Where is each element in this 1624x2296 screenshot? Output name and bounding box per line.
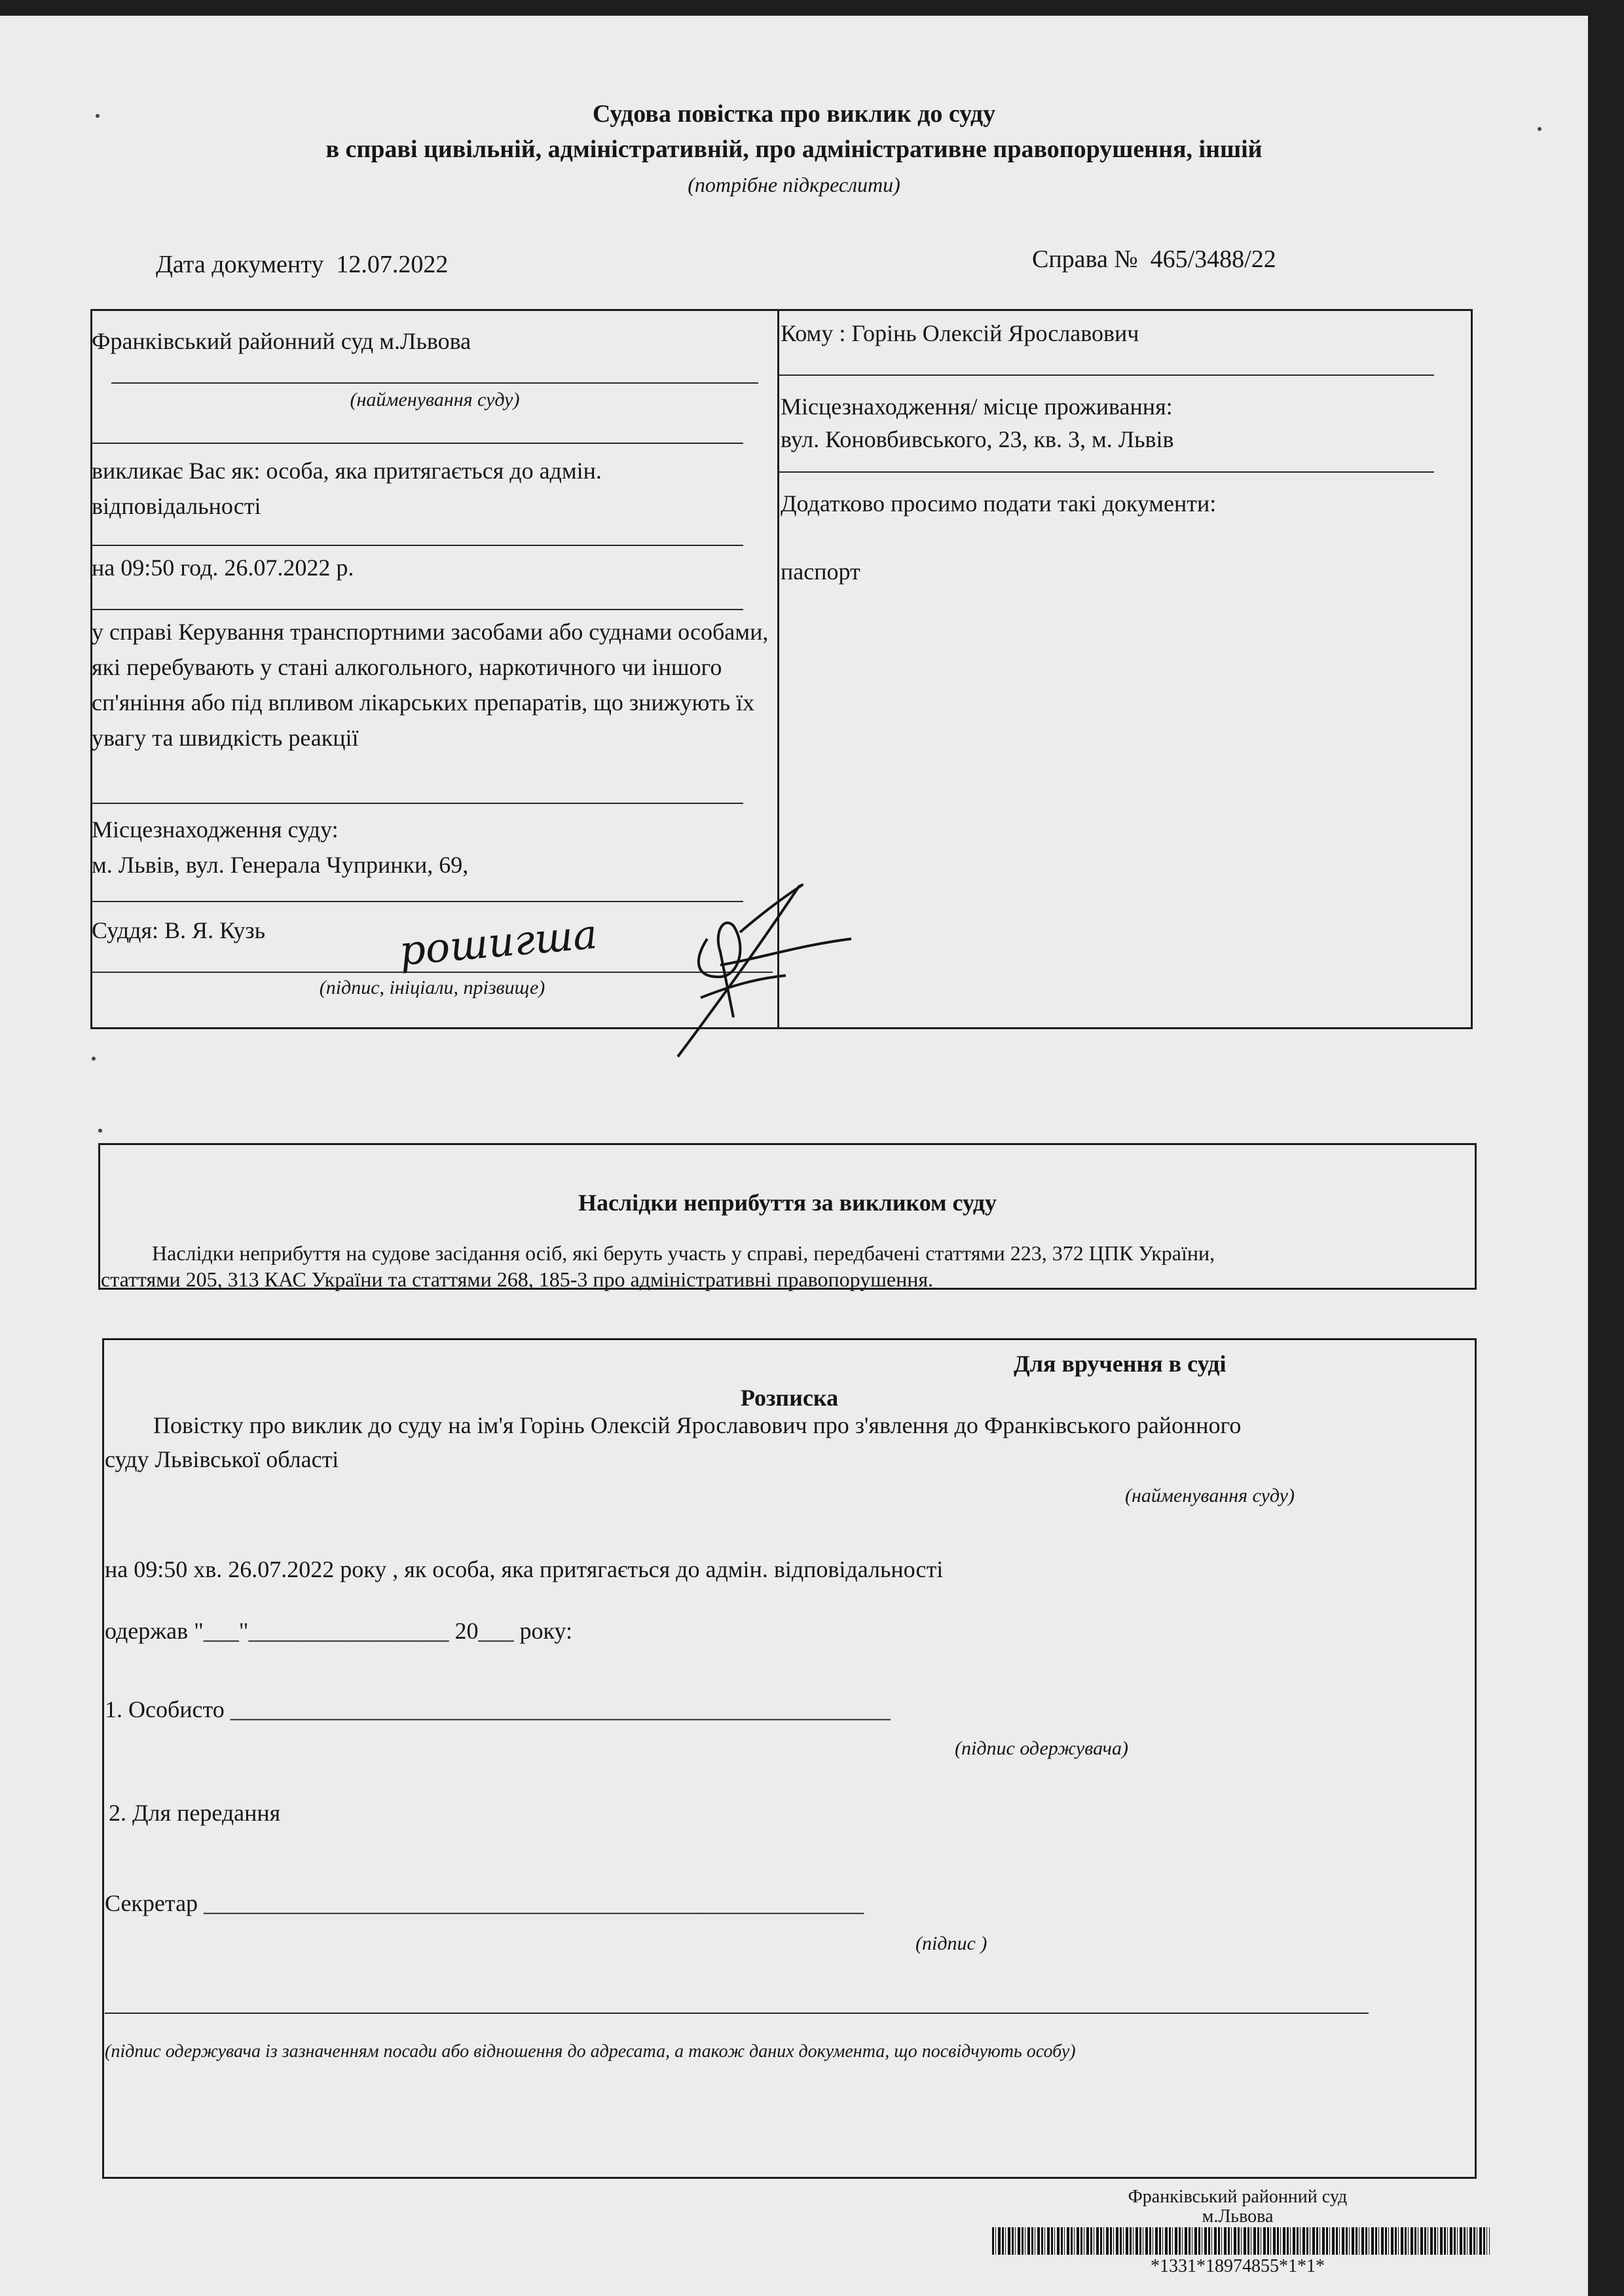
scan-speck <box>1538 127 1541 131</box>
hearing-time: на 09:50 год. 26.07.2022 р. <box>92 555 354 581</box>
judge-signature-text: рошигша <box>397 909 599 975</box>
receipt-time-line: на 09:50 хв. 26.07.2022 року , як особа, яка притягається до адмін. відповідальності <box>105 1556 944 1582</box>
documents-label: Додатково просимо подати такі документи: <box>781 490 1217 517</box>
court-location-label: Місцезнаходження суду: <box>92 816 339 843</box>
case-matter: у справі Керування транспортними засобами або суднами особами, які перебувають у стані алкогольного, наркотичного чи іншого сп'яніння або під впливом лікарських препаратів, що знижують їх увагу та швидкість реакції <box>92 619 769 751</box>
address-value: вул. Коновбивського, 23, кв. 3, м. Львів <box>781 426 1174 452</box>
date-label: Дата документу <box>156 251 324 278</box>
judge-name: Суддя: В. Я. Кузь <box>92 917 266 943</box>
documents-value: паспорт <box>781 558 860 585</box>
secretary-signature-caption: (підпис ) <box>915 1933 987 1954</box>
recipient-name: Кому : Горінь Олексій Ярославович <box>781 320 1139 346</box>
barcode-number: *1331*18974855*1*1* <box>1151 2256 1325 2276</box>
receipt-line2: суду Львівської області <box>105 1446 339 1472</box>
received-date-line: одержав "___"_________________ 20___ року: <box>105 1618 573 1644</box>
document-subtitle: в справі цивільній, адміністративній, про адміністративне правопорушення, іншій <box>325 136 1263 163</box>
stamp-court-line2: м.Львова <box>1202 2206 1274 2227</box>
court-location-value: м. Львів, вул. Генерала Чупринки, 69, <box>92 852 469 878</box>
receipt-title: Розписка <box>740 1385 839 1411</box>
receipt-footer-caption: (підпис одержувача із зазначенням посади або відношення до адресата, а також даних документа, що посвідчують особу) <box>105 2041 1076 2062</box>
case-label: Справа № <box>1032 246 1138 273</box>
consequences-text-line2: статтями 205, 313 КАС України та статтями 268, 185-3 про адміністративні правопорушення. <box>101 1267 934 1291</box>
court-caption: (найменування суду) <box>350 389 520 410</box>
scan-speck <box>96 114 100 118</box>
address-label: Місцезнаходження/ місце проживання: <box>781 393 1173 420</box>
consequences-text-line1: Наслідки неприбуття на судове засідання осіб, які беруть участь у справі, передбачені статтями 223, 372 ЦПК України, <box>152 1241 1215 1265</box>
underline-note: (потрібне підкреслити) <box>688 173 900 196</box>
receipt-court-caption: (найменування суду) <box>1125 1485 1295 1506</box>
receipt-line1: Повістку про виклик до суду на ім'я Горінь Олексій Ярославович про з'явлення до Франківського районного <box>153 1412 1242 1438</box>
scan-speck <box>92 1057 96 1061</box>
signature-caption: (підпис, ініціали, прізвище) <box>319 977 545 998</box>
barcode <box>992 2227 1490 2255</box>
summons-as: викликає Вас як: особа, яка притягається до адмін. відповідальності <box>92 458 602 519</box>
document-title: Судова повістка про виклик до суду <box>592 100 996 128</box>
document-sheet <box>0 16 1588 2296</box>
for-court-label: Для вручення в суді <box>1014 1351 1227 1377</box>
stamp-court-line1: Франківський районний суд <box>1128 2187 1348 2207</box>
recipient-signature-caption: (підпис одержувача) <box>955 1738 1128 1759</box>
personally-line: 1. Особисто ________________________________________________________ <box>105 1696 891 1722</box>
court-name: Франківський районний суд м.Львова <box>92 328 471 354</box>
judge-signature-image <box>393 867 864 1063</box>
secretary-line: Секретар ________________________________________________________ <box>105 1890 864 1916</box>
case-number <box>1032 241 1276 278</box>
case-value: 465/3488/22 <box>1150 246 1276 273</box>
consequences-title: Наслідки неприбуття за викликом суду <box>578 1190 997 1216</box>
scan-speck <box>98 1129 102 1133</box>
document-date <box>156 246 448 283</box>
transfer-label: 2. Для передання <box>109 1800 281 1826</box>
date-value: 12.07.2022 <box>336 251 449 278</box>
